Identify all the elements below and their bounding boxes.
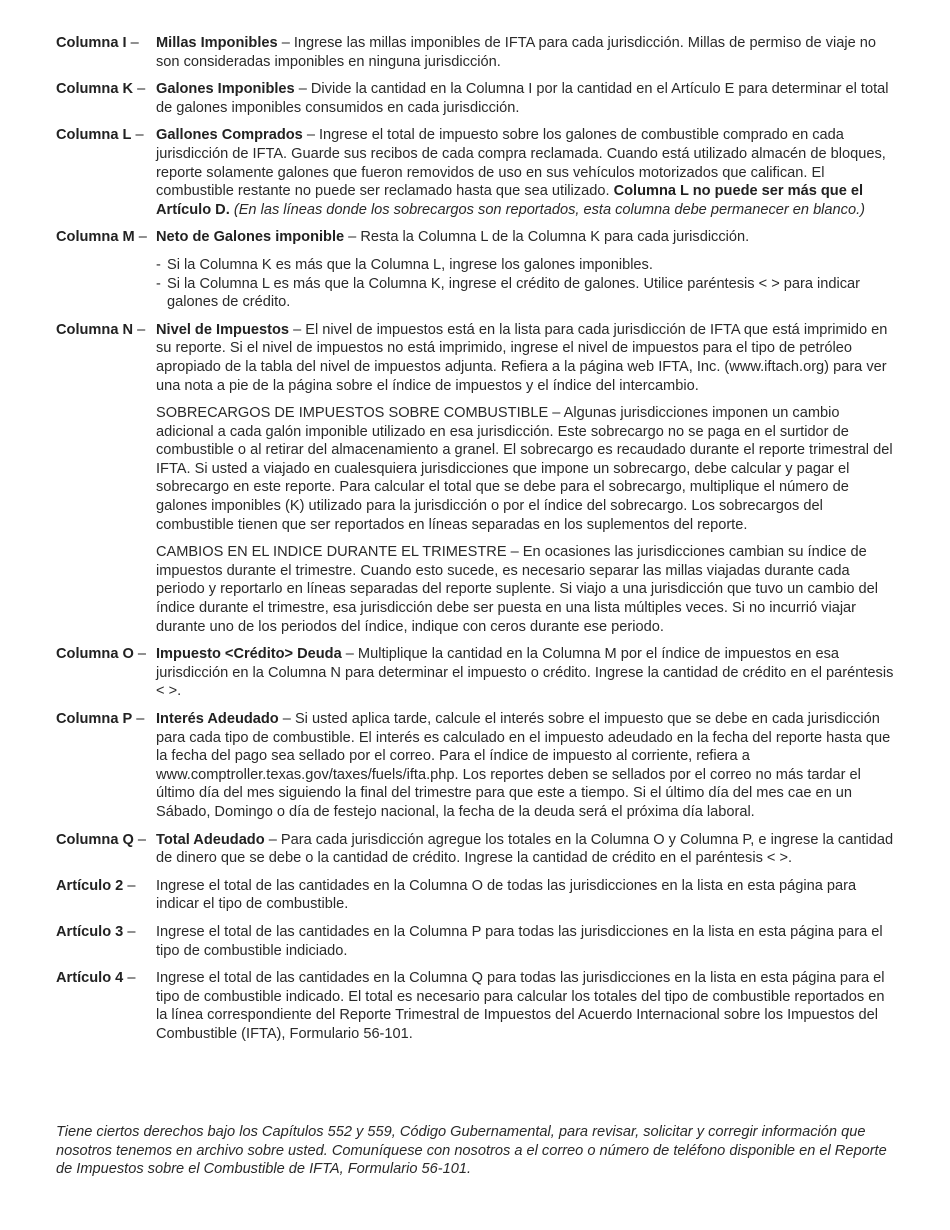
- column-k-entry: [56, 80, 896, 117]
- column-m-entry: [56, 228, 896, 247]
- column-title: Millas Imponibles: [156, 35, 278, 51]
- article-2-entry: [56, 877, 896, 914]
- column-label: Columna P: [56, 711, 133, 727]
- article-label: Artículo 2: [56, 877, 124, 894]
- column-label: Columna N: [56, 321, 134, 338]
- bullet-item: - Si la Columna K es más que la Columna L, ingrese los galones imponibles.: [156, 256, 653, 273]
- surcharge-paragraph: SOBRECARGOS DE IMPUESTOS SOBRE COMBUSTIBLE – Algunas jurisdicciones imponen un cambio adicional a cada galón imponible utilizado en esa jurisdicción. Este sobrecargo no se paga en el surtidor de combustible o al retirar del almacenamiento a granel. El sobrecargo es recaudado durante el reporte trimestral del IFTA. Si usted a viajado en cualesquiera jurisdicciones que impone un sobrecargo, debe calcular y pagar el sobrecargo en este reporte. Para calcular el total que se debe para el sobrecargo, multiplique el número de galones imponibles (K) utilizado para la jurisdicción o por el índice del sobrecargo. Los sobrecargos del combustible tienen que ser reportados en líneas separadas en los suplementos del reporte.: [156, 405, 893, 533]
- column-text: – Divide la cantidad en la Columna I por la cantidad en el Artículo E para determinar el total de galones imponibles consumidos en cada jurisdicción.: [156, 81, 889, 116]
- column-n-entry: [56, 321, 896, 637]
- label-dash: –: [133, 321, 146, 338]
- column-label: Columna L: [56, 127, 132, 144]
- label-dash: –: [132, 711, 145, 727]
- column-p-entry: [56, 710, 896, 822]
- column-text: – Ingrese las millas imponibles de IFTA para cada jurisdicción. Millas de permiso de viaje no son consideradas imponibles en ninguna jurisdicción.: [156, 35, 876, 70]
- article-4-entry: [56, 969, 896, 1043]
- column-italic-note: (En las líneas donde los sobrecargos son reportados, esta columna debe permanecer en blanco.): [229, 201, 865, 218]
- article-label: Artículo 3: [56, 923, 124, 940]
- column-label: Columna O: [56, 646, 134, 663]
- column-title: Nivel de Impuestos: [156, 321, 290, 338]
- bullet-item: - Si la Columna L es más que la Columna K, ingrese el crédito de galones. Utilice paréntesis < > para indicar galones de crédito.: [156, 275, 896, 312]
- column-title: Total Adeudado: [156, 831, 265, 848]
- column-l-entry: [56, 126, 896, 219]
- column-label: Columna K: [56, 81, 134, 98]
- article-label: Artículo 4: [56, 970, 124, 987]
- label-dash: –: [123, 877, 136, 894]
- article-text: Ingrese el total de las cantidades en la Columna P para todas las jurisdicciones en la lista en esta página para el tipo de combustible indiciado.: [156, 923, 883, 959]
- column-title: Neto de Galones imponible: [156, 229, 345, 246]
- column-text: – Resta la Columna L de la Columna K para cada jurisdicción.: [344, 229, 750, 246]
- column-o-entry: [56, 645, 896, 701]
- column-text: – Ingrese el total de impuesto sobre los galones de combustible comprado en cada jurisdicción de IFTA. Guarde sus recibos de cada compra reclamada. Cuando está utilizado almacén de bloques, reporte solamente galones que fueron removidos de uso en sus vehículos motorizados que califican. El combustible restante no puede ser reclamado hasta que sea utilizado.: [156, 127, 886, 200]
- article-3-entry: [56, 923, 896, 960]
- column-text: – El nivel de impuestos está en la lista para cada jurisdicción de IFTA que está imprimido en su reporte. Si el nivel de impuestos no está imprimido, ingrese el nivel de impuestos para el tipo de petróleo apropiado de la tabla del nivel de impuestos adjunta. Refiera a la página web IFTA, Inc. (www.iftach.org) para ver una nota a pie de la página sobre el índice de impuestos y el índice del intercambio.: [156, 321, 888, 394]
- bullet-text: Si la Columna L es más que la Columna K, ingrese el crédito de galones. Utilice paréntesis < > para indicar galones de crédito.: [167, 275, 861, 311]
- label-dash: –: [134, 229, 147, 246]
- column-label: Columna Q: [56, 831, 134, 848]
- column-text: – Si usted aplica tarde, calcule el interés sobre el impuesto que se debe en cada jurisdicción para cada tipo de combustible. El interés es calculado en el impuesto adeudado en la fecha del reporte hasta que la fecha del pago sea sellado por el correo. Para el índice de impuesto al corriente, refiera a www.comptroller.texas.gov/taxes/fuels/ifta.php. Los reportes deben se sellados por el correo no más tardar el último día del mes siguiendo la final del trimestre para que este a tiempo. Si el último día del mes cae en un Sábado, Domingo o día de festejo nacional, la fecha de la deuda será el próxima día laboral.: [156, 711, 891, 820]
- label-dash: –: [123, 923, 136, 940]
- column-label: Columna M: [56, 229, 135, 246]
- label-dash: –: [133, 81, 146, 98]
- instructions: [56, 34, 896, 1053]
- column-title: Interés Adeudado: [156, 711, 279, 727]
- column-label: Columna I: [56, 35, 127, 51]
- label-dash: –: [133, 831, 147, 848]
- column-i-entry: [56, 34, 896, 71]
- column-title: Galones Imponibles: [156, 81, 295, 98]
- article-text: Ingrese el total de las cantidades en la Columna Q para todas las jurisdicciones en la lista en esta página para el tipo de combustible indicado. El total es necesario para calcular los totales del tipo de combustible reportados en la línea correspondiente del Reporte Trimestral de Impuestos del Acuerdo Internacional sobre los Impuestos del Combustible (IFTA), Formulario 56-101.: [156, 970, 885, 1042]
- label-dash: –: [123, 970, 136, 987]
- column-text: – Multiplique la cantidad en la Columna M por el índice de impuestos en esa jurisdicción en la Columna N para determinar el impuesto o crédito. Ingrese la cantidad de crédito en el paréntesis < >.: [156, 646, 894, 700]
- column-bold-note: Columna L no puede ser más que el Artículo D.: [156, 183, 864, 218]
- column-m-bullets: [156, 256, 896, 312]
- column-title: Gallones Comprados: [156, 127, 303, 144]
- column-text: – Para cada jurisdicción agregue los totales en la Columna O y Columna P, e ingrese la cantidad de dinero que se debe o la cantidad de crédito. Ingrese la cantidad de crédito en el paréntesis < >.: [156, 831, 894, 867]
- label-dash: –: [133, 646, 147, 663]
- label-dash: –: [131, 127, 144, 144]
- privacy-notice: Tiene ciertos derechos bajo los Capítulos 552 y 559, Código Gubernamental, para revisar, solicitar y corregir información que nosotros tenemos en archivo sobre usted. Comuníquese con nosotros a el correo o número de teléfono disponible en el Reporte de Impuestos sobre el Combustible de IFTA, Formulario 56-101.: [56, 1124, 887, 1178]
- label-dash: –: [126, 35, 139, 51]
- article-text: Ingrese el total de las cantidades en la Columna O de todas las jurisdicciones en la lista en esta página para indicar el tipo de combustible.: [156, 877, 857, 913]
- column-q-entry: [56, 831, 896, 868]
- bullet-text: Si la Columna K es más que la Columna L, ingrese los galones imponibles.: [167, 256, 653, 273]
- column-title: Impuesto <Crédito> Deuda: [156, 646, 342, 663]
- rate-change-paragraph: CAMBIOS EN EL INDICE DURANTE EL TRIMESTRE – En ocasiones las jurisdicciones cambian su índice de impuestos durante el trimestre. Cuando esto sucede, es necesario separar las millas viajadas durante cada periodo y reportarlo en líneas separadas del reporte suplente. Si viajo a una jurisdicción que tuvo un cambio del índice durante el trimestre, esa jurisdicción debe ser puesta en una lista múltiples veces. Si no incurrió viajar durante uno de los periodos del índice, indique con ceros durante ese periodo.: [156, 544, 879, 635]
